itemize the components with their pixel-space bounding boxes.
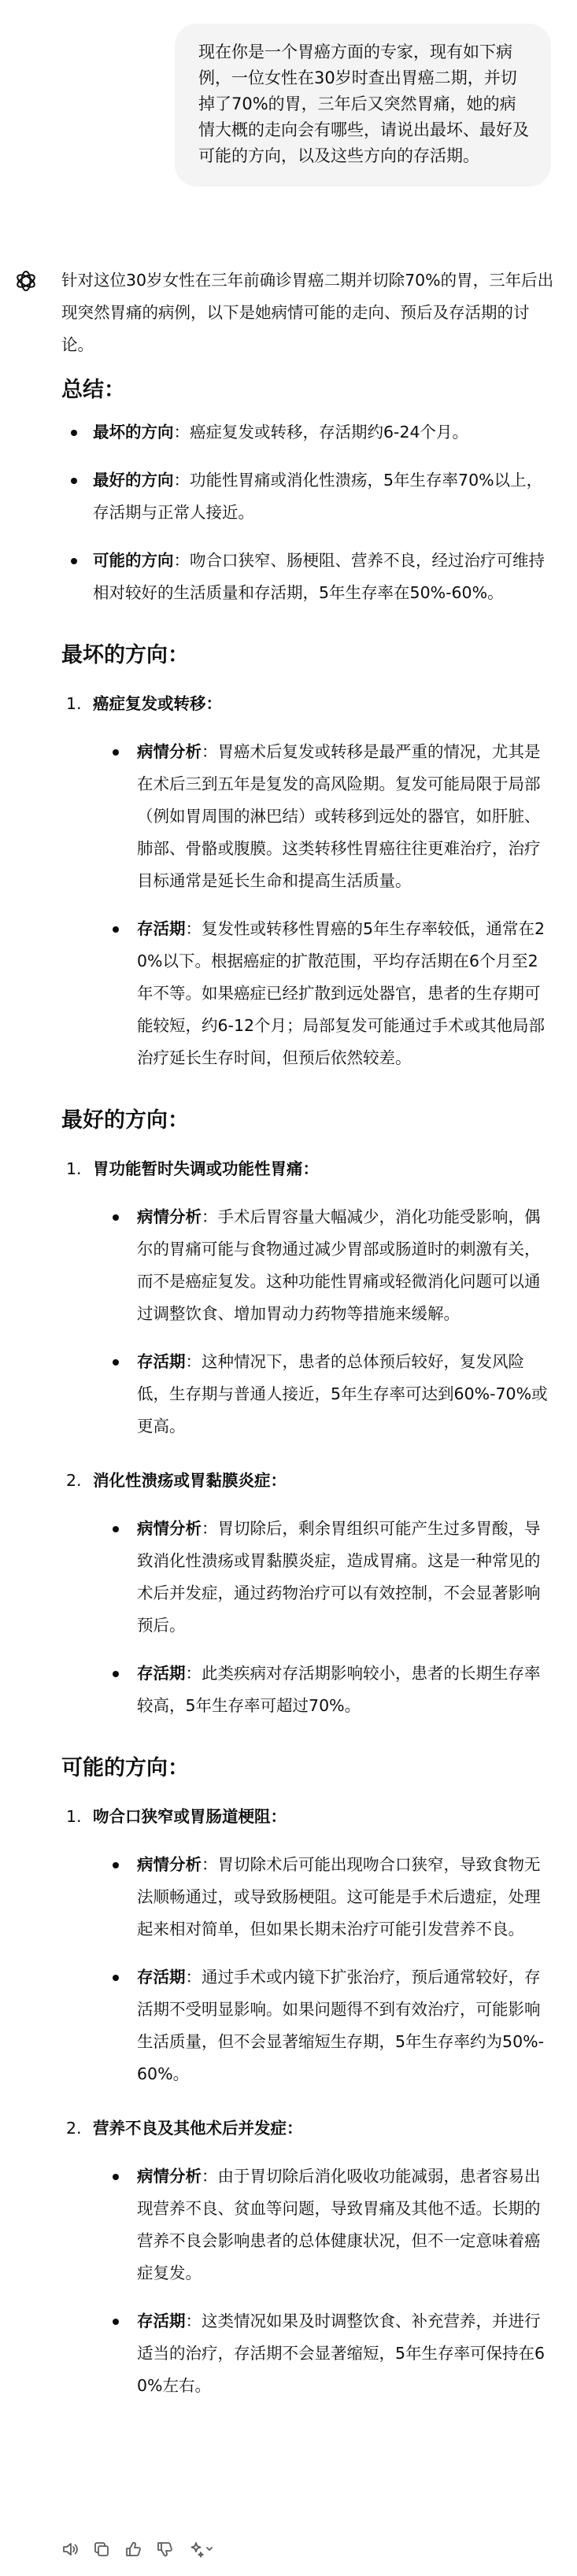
detail-text: 胃癌术后复发或转移是最严重的情况，尤其是在术后三到五年是复发的高风险期。复发可能局限于局部（例如胃周围的淋巴结）或转移到远处的器官，如肝脏、肺部、骨骼或腹膜。这类转移性胃癌往往更难治疗，治疗目标通常是延长生命和提高生活质量。 <box>137 742 541 890</box>
regenerate-icon[interactable] <box>187 2541 205 2558</box>
separator: ： <box>173 551 190 570</box>
detail-list <box>93 736 554 1074</box>
detail-item <box>93 2160 554 2290</box>
detail-text: 通过手术或内镜下扩张治疗，预后通常较好，存活期不受明显影响。如果问题得不到有效治疗，可能影响生活质量，但不会显著缩短生存期，5年生存率约为50%-60%。 <box>137 1968 545 2083</box>
separator: ： <box>202 1855 218 1874</box>
item-title: 消化性溃疡或胃黏膜炎症 <box>93 1471 271 1490</box>
summary-heading: 总结： <box>61 378 125 402</box>
separator: ： <box>173 471 190 490</box>
separator: ： <box>302 1159 319 1178</box>
separator: ： <box>185 919 202 938</box>
assistant-logo-icon <box>13 268 39 294</box>
best-list <box>61 1153 554 1722</box>
detail-label: 存活期 <box>137 919 186 938</box>
worst-heading: 最坏的方向： <box>61 643 189 667</box>
separator: ： <box>270 1807 287 1826</box>
separator: ： <box>173 423 190 442</box>
message-actions <box>61 2541 205 2558</box>
answer-intro: 针对这位30岁女性在三年前确诊胃癌二期并切除70%的胃，三年后出现突然胃痛的病例，以下是她病情可能的走向、预后及存活期的讨论。 <box>61 271 554 354</box>
item-number: 2. <box>66 2119 82 2138</box>
detail-list <box>93 1849 554 2090</box>
separator: ： <box>185 2312 202 2330</box>
detail-item <box>93 736 554 897</box>
detail-list <box>93 2160 554 2402</box>
separator: ： <box>205 694 222 713</box>
possible-list <box>61 1801 554 2402</box>
detail-label: 存活期 <box>137 1352 186 1371</box>
item-title: 癌症复发或转移 <box>93 694 206 713</box>
item-number: 1. <box>66 1159 82 1178</box>
summary-list <box>61 416 554 609</box>
thumbs-down-icon[interactable] <box>156 2541 173 2558</box>
detail-item <box>93 1849 554 1946</box>
assistant-answer <box>61 264 554 2424</box>
detail-label: 病情分析 <box>137 1855 202 1874</box>
summary-item-text: 癌症复发或转移，存活期约6-24个月。 <box>190 423 469 442</box>
separator: ： <box>287 2119 303 2138</box>
detail-label: 病情分析 <box>137 1207 202 1226</box>
separator: ： <box>185 1968 202 1987</box>
summary-item <box>61 545 554 609</box>
best-item <box>61 1465 554 1722</box>
separator: ： <box>202 742 218 761</box>
worst-item <box>61 688 554 1074</box>
copy-icon[interactable] <box>93 2541 110 2558</box>
detail-label: 病情分析 <box>137 742 202 761</box>
separator: ： <box>202 1519 218 1538</box>
separator: ： <box>202 2167 218 2186</box>
item-number: 1. <box>66 1807 82 1826</box>
separator: ： <box>202 1207 218 1226</box>
detail-item <box>93 913 554 1074</box>
user-message-text: 现在你是一个胃癌方面的专家，现有如下病例，一位女性在30岁时查出胃癌二期，并切掉了70%的胃，三年后又突然胃痛，她的病情大概的走向会有哪些，请说出最坏、最好及可能的方向，以及这些方向的存活期。 <box>198 43 529 165</box>
thumbs-up-icon[interactable] <box>124 2541 142 2558</box>
detail-label: 存活期 <box>137 1664 186 1683</box>
summary-item-label: 最好的方向 <box>93 471 174 490</box>
detail-list <box>93 1513 554 1722</box>
detail-text: 这种情况下，患者的总体预后较好，复发风险低，生存期与普通人接近，5年生存率可达到60%-70%或更高。 <box>137 1352 548 1436</box>
worst-list <box>61 688 554 1074</box>
separator: ： <box>270 1471 287 1490</box>
possible-item <box>61 1801 554 2090</box>
detail-item <box>93 1346 554 1443</box>
detail-item <box>93 2305 554 2402</box>
summary-item-text: 吻合口狭窄、肠梗阻、营养不良，经过治疗可维持相对较好的生活质量和存活期，5年生存率在50%-60%。 <box>93 551 545 602</box>
best-item <box>61 1153 554 1443</box>
summary-item <box>61 416 554 449</box>
summary-item-text: 功能性胃痛或消化性溃疡，5年生存率70%以上，存活期与正常人接近。 <box>93 471 543 522</box>
item-number: 1. <box>66 694 82 713</box>
detail-text: 胃切除后，剩余胃组织可能产生过多胃酸，导致消化性溃疡或胃黏膜炎症，造成胃痛。这是一种常见的术后并发症，通过药物治疗可以有效控制，不会显著影响预后。 <box>137 1519 541 1635</box>
detail-label: 存活期 <box>137 2312 186 2330</box>
best-heading: 最好的方向： <box>61 1108 189 1133</box>
detail-text: 手术后胃容量大幅减少，消化功能受影响，偶尔的胃痛可能与食物通过减少胃部或肠道时的刺激有关，而不是癌症复发。这种功能性胃痛或轻微消化问题可以通过调整饮食、增加胃动力药物等措施来缓解。 <box>137 1207 541 1323</box>
read-aloud-icon[interactable] <box>61 2541 79 2558</box>
item-title: 吻合口狭窄或胃肠道梗阻 <box>93 1807 271 1826</box>
detail-item <box>93 1961 554 2090</box>
detail-item <box>93 1658 554 1722</box>
detail-item <box>93 1201 554 1330</box>
item-title: 营养不良及其他术后并发症 <box>93 2119 287 2138</box>
item-title: 胃功能暂时失调或功能性胃痛 <box>93 1159 303 1178</box>
detail-text: 由于胃切除后消化吸收功能减弱，患者容易出现营养不良、贫血等问题，导致胃痛及其他不适。长期的营养不良会影响患者的总体健康状况，但不一定意味着癌症复发。 <box>137 2167 541 2282</box>
summary-item <box>61 464 554 529</box>
summary-item-label: 最坏的方向 <box>93 423 174 442</box>
detail-text: 胃切除术后可能出现吻合口狭窄，导致食物无法顺畅通过，或导致肠梗阻。这可能是手术后遗症，处理起来相对简单，但如果长期未治疗可能引发营养不良。 <box>137 1855 541 1938</box>
detail-label: 病情分析 <box>137 1519 202 1538</box>
detail-text: 复发性或转移性胃癌的5年生存率较低，通常在20%以下。根据癌症的扩散范围，平均存活期在6个月至2年不等。如果癌症已经扩散到远处器官，患者的生存期可能较短，约6-12个月；局部复发可能通过手术或其他局部治疗延长生存时间，但预后依然较差。 <box>137 919 546 1067</box>
summary-item-label: 可能的方向 <box>93 551 174 570</box>
item-number: 2. <box>66 1471 82 1490</box>
detail-label: 存活期 <box>137 1968 186 1987</box>
user-message-bubble <box>175 24 551 187</box>
detail-label: 病情分析 <box>137 2167 202 2186</box>
possible-item <box>61 2112 554 2402</box>
possible-heading: 可能的方向： <box>61 1756 189 1780</box>
detail-text: 这类情况如果及时调整饮食、补充营养，并进行适当的治疗，存活期不会显著缩短，5年生存率可保持在60%左右。 <box>137 2312 546 2395</box>
separator: ： <box>185 1352 202 1371</box>
detail-text: 此类疾病对存活期影响较小，患者的长期生存率较高，5年生存率可超过70%。 <box>137 1664 541 1715</box>
separator: ： <box>185 1664 202 1683</box>
detail-list <box>93 1201 554 1443</box>
detail-item <box>93 1513 554 1642</box>
